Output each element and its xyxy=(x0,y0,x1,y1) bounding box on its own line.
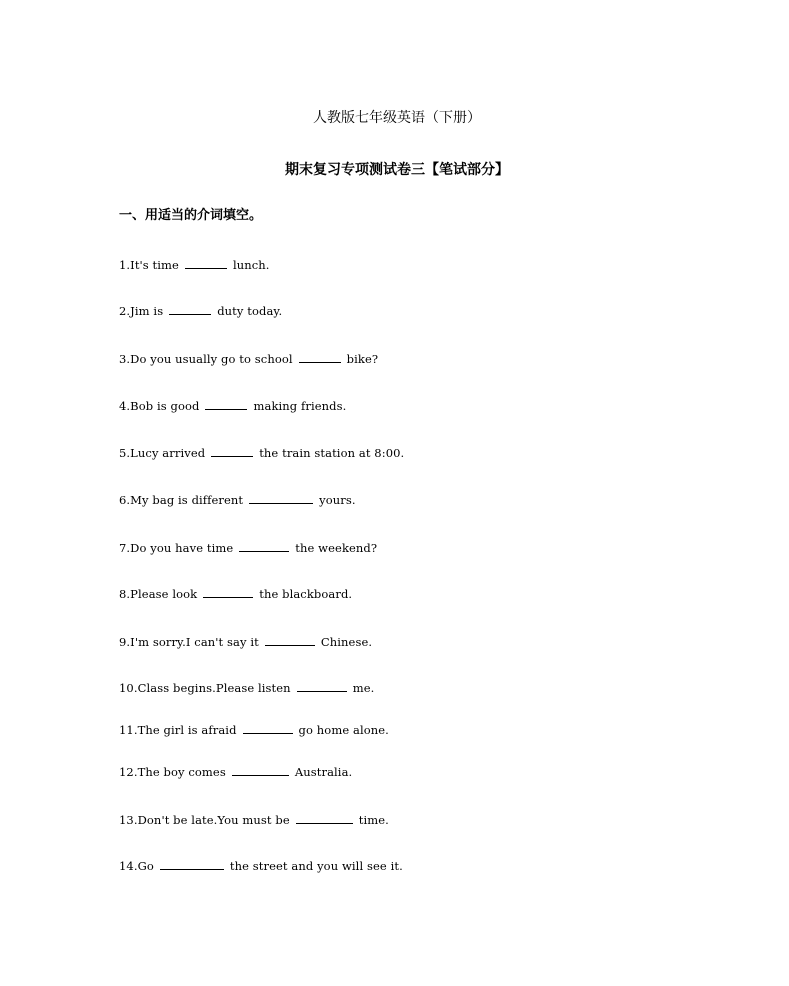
document-title: 人教版七年级英语（下册） xyxy=(313,110,481,126)
question-5 xyxy=(119,445,404,461)
question-text-after: time. xyxy=(358,813,389,827)
question-text-before: 14.Go xyxy=(119,859,154,873)
question-text-before: 11.The girl is afraid xyxy=(119,723,237,737)
question-text-after: duty today. xyxy=(217,304,283,318)
question-2 xyxy=(119,303,282,319)
question-text-before: 5.Lucy arrived xyxy=(119,446,206,460)
question-text-before: 3.Do you usually go to school xyxy=(119,352,293,366)
question-text-after: lunch. xyxy=(232,258,270,272)
question-text-after: the weekend? xyxy=(295,541,378,555)
question-text-after: bike? xyxy=(346,352,379,366)
answer-blank xyxy=(205,398,247,410)
question-text-before: 12.The boy comes xyxy=(119,765,226,779)
document-subtitle: 期末复习专项测试卷三【笔试部分】 xyxy=(285,162,509,178)
section-heading: 一、用适当的介词填空。 xyxy=(119,208,263,223)
question-text-after: Chinese. xyxy=(320,635,373,649)
answer-blank xyxy=(297,680,347,692)
question-14 xyxy=(119,858,403,874)
answer-blank xyxy=(169,303,211,315)
answer-blank xyxy=(296,812,353,824)
answer-blank xyxy=(299,351,341,363)
question-13 xyxy=(119,812,389,828)
question-text-before: 13.Don't be late.You must be xyxy=(119,813,290,827)
question-text-after: yours. xyxy=(319,493,356,507)
question-3 xyxy=(119,351,378,367)
question-text-before: 8.Please look xyxy=(119,587,198,601)
question-7 xyxy=(119,540,377,556)
question-text-before: 10.Class begins.Please listen xyxy=(119,681,291,695)
answer-blank xyxy=(185,257,227,269)
question-text-before: 7.Do you have time xyxy=(119,541,234,555)
question-text-after: me. xyxy=(352,681,375,695)
question-text-after: the train station at 8:00. xyxy=(259,446,405,460)
answer-blank xyxy=(243,722,293,734)
question-9 xyxy=(119,634,372,650)
question-text-before: 9.I'm sorry.I can't say it xyxy=(119,635,259,649)
question-text-before: 6.My bag is different xyxy=(119,493,244,507)
answer-blank xyxy=(265,634,315,646)
answer-blank xyxy=(232,764,289,776)
question-8 xyxy=(119,586,352,602)
answer-blank xyxy=(160,858,224,870)
question-1 xyxy=(119,257,270,273)
answer-blank xyxy=(239,540,289,552)
question-text-after: Australia. xyxy=(294,765,353,779)
question-6 xyxy=(119,492,356,508)
question-text-before: 1.It's time xyxy=(119,258,179,272)
question-4 xyxy=(119,398,346,414)
question-12 xyxy=(119,764,352,780)
question-text-after: making friends. xyxy=(253,399,347,413)
question-text-before: 4.Bob is good xyxy=(119,399,200,413)
question-text-after: go home alone. xyxy=(298,723,389,737)
question-text-before: 2.Jim is xyxy=(119,304,164,318)
question-10 xyxy=(119,680,374,696)
question-text-after: the blackboard. xyxy=(259,587,353,601)
question-text-after: the street and you will see it. xyxy=(229,859,403,873)
question-11 xyxy=(119,722,389,738)
answer-blank xyxy=(249,492,313,504)
answer-blank xyxy=(211,445,253,457)
answer-blank xyxy=(203,586,253,598)
